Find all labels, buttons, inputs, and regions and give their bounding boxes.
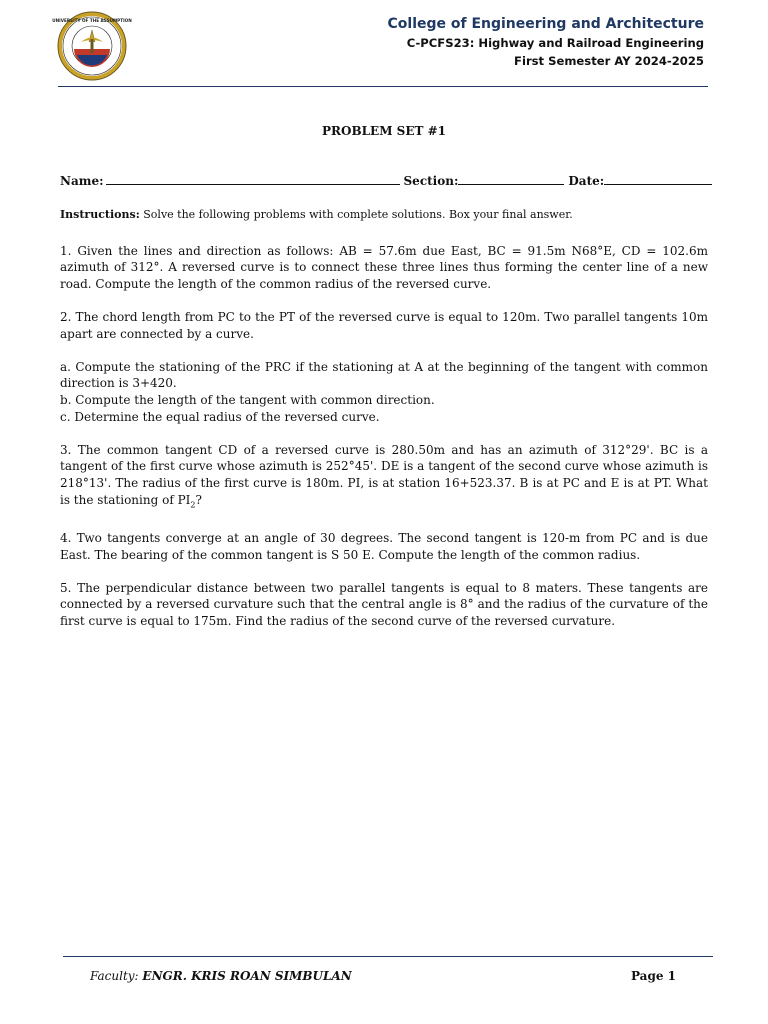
footer-divider <box>63 956 713 957</box>
instructions-text: Solve the following problems with complete solutions. Box your final answer. <box>139 208 573 221</box>
problem-set-body <box>60 207 708 646</box>
semester-label: First Semester AY 2024-2025 <box>514 54 704 68</box>
problem-5: 5. The perpendicular distance between two parallel tangents is equal to 8 maters. These tangents are connected by a reversed curvature such that the central angle is 8° and the radius of the curvature of the first curve is equal to 175m. Find the radius of the second curve of the reversed curvature. <box>60 580 708 629</box>
problem-4: 4. Two tangents converge at an angle of 30 degrees. The second tangent is 120-m from PC and is due East. The bearing of the common tangent is S 50 E. Compute the length of the common radius. <box>60 531 708 562</box>
header-divider <box>58 86 708 87</box>
instructions-label: Instructions: <box>60 208 140 221</box>
college-name: College of Engineering and Architecture <box>387 16 704 32</box>
problem-3 <box>60 442 708 514</box>
course-title: C-PCFS23: Highway and Railroad Engineering <box>406 36 704 50</box>
instructions <box>60 207 708 224</box>
university-seal-logo <box>52 11 132 81</box>
section-blank-line[interactable] <box>458 174 564 185</box>
problem-3-text: 3. The common tangent CD of a reversed curve is 280.50m and has an azimuth of 312°29'. BC is a tangent of the first curve whose azimuth is 252°45'. DE is a tangent of the second curve whose azimuth is 218°13'. The radius of the first curve is 180m. PI, is at station 16+523.37. B is at PC and E is at PT. What is the stationing of PI <box>60 442 708 507</box>
page-number: Page 1 <box>630 969 676 983</box>
problem-1: 1. Given the lines and direction as follows: AB = 57.6m due East, BC = 91.5m N68°E, CD = 102.6m azimuth of 312°. A reversed curve is to connect these three lines thus forming the center line of a new road. Compute the length of the common radius of the reversed curve. <box>60 243 708 291</box>
problem-3-end: ? <box>195 492 202 507</box>
name-label: Name: <box>60 174 104 188</box>
section-label: Section: <box>403 174 459 188</box>
faculty-name: ENGR. KRIS ROAN SIMBULAN <box>142 969 352 983</box>
student-info-fields <box>60 174 708 188</box>
name-blank-line[interactable] <box>106 174 400 185</box>
problem-2c: c. Determine the equal radius of the reversed curve. <box>60 409 380 424</box>
problem-2b: b. Compute the length of the tangent with common direction. <box>60 392 435 407</box>
faculty-credit <box>90 969 352 983</box>
problem-3-subscript: 2 <box>190 499 196 509</box>
seal-text: UNIVERSITY OF THE ASSUMPTION <box>52 18 132 23</box>
problem-2a: a. Compute the stationing of the PRC if the stationing at A at the beginning of the tangent with common direction is 3+420. <box>60 359 708 391</box>
faculty-label: Faculty: <box>90 969 143 983</box>
date-blank-line[interactable] <box>604 174 712 185</box>
header-block <box>388 14 705 70</box>
page-title: PROBLEM SET #1 <box>322 124 446 138</box>
problem-2: 2. The chord length from PC to the PT of the reversed curve is equal to 120m. Two parallel tangents 10m apart are connected by a curve. <box>60 309 708 341</box>
problem-2-subparts <box>60 359 708 425</box>
date-label: Date: <box>568 174 605 188</box>
